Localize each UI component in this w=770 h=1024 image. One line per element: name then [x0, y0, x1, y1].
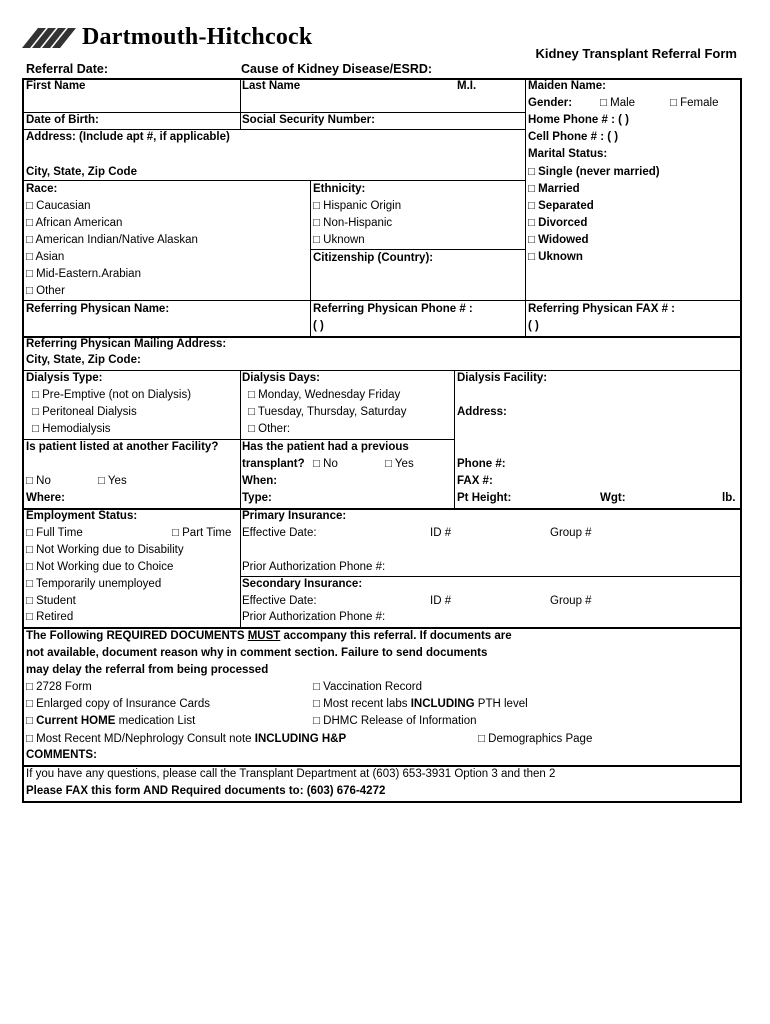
ethnicity-hispanic-checkbox[interactable]: □ Hispanic Origin [313, 200, 402, 212]
gender-female-checkbox[interactable]: □ Female [670, 97, 719, 109]
patient-height-label[interactable]: Pt Height: [457, 492, 512, 504]
doc-recent-labs-checkbox[interactable]: □ Most recent labs INCLUDING PTH level [313, 698, 528, 710]
city-state-zip-label[interactable]: City, State, Zip Code [26, 166, 137, 178]
divider [240, 576, 740, 577]
divider [525, 78, 526, 336]
listed-yes-checkbox[interactable]: □ Yes [98, 475, 127, 487]
marital-separated-checkbox[interactable]: □ Separated [528, 200, 594, 212]
divider [22, 627, 742, 629]
marital-status-label: Marital Status: [528, 148, 608, 160]
dialysis-days-label: Dialysis Days: [242, 372, 320, 384]
employment-choice-checkbox[interactable]: □ Not Working due to Choice [26, 561, 174, 573]
race-african-american-checkbox[interactable]: □ African American [26, 217, 123, 229]
employment-retired-checkbox[interactable]: □ Retired [26, 611, 74, 623]
patient-weight-label[interactable]: Wgt: [600, 492, 626, 504]
dob-label[interactable]: Date of Birth: [26, 114, 99, 126]
divider [240, 370, 241, 627]
marital-divorced-checkbox[interactable]: □ Divorced [528, 217, 588, 229]
employment-parttime-checkbox[interactable]: □ Part Time [172, 527, 232, 539]
employment-status-label: Employment Status: [26, 510, 138, 522]
dialysis-type-label: Dialysis Type: [26, 372, 103, 384]
doc-dhmc-release-checkbox[interactable]: □ DHMC Release of Information [313, 715, 477, 727]
physician-fax-field[interactable]: ( ) [528, 320, 539, 332]
ethnicity-unknown-checkbox[interactable]: □ Uknown [313, 234, 365, 246]
marital-unknown-checkbox[interactable]: □ Uknown [528, 251, 583, 263]
listed-where-label[interactable]: Where: [26, 492, 65, 504]
primary-prior-auth-label[interactable]: Prior Authorization Phone #: [242, 561, 386, 573]
divider [454, 370, 455, 508]
dialysis-address-label[interactable]: Address: [457, 406, 507, 418]
transplant-when-label[interactable]: When: [242, 475, 278, 487]
doc-medication-list-checkbox[interactable]: □ Current HOME medication List [26, 715, 196, 727]
secondary-effective-date-label[interactable]: Effective Date: [242, 595, 317, 607]
gender-label: Gender: [528, 97, 573, 109]
divider [310, 180, 311, 336]
marital-married-checkbox[interactable]: □ Married [528, 183, 580, 195]
race-caucasian-checkbox[interactable]: □ Caucasian [26, 200, 91, 212]
physician-mailing-label[interactable]: Referring Physican Mailing Address: [26, 338, 227, 350]
secondary-insurance-label[interactable]: Secondary Insurance: [242, 578, 363, 590]
doc-insurance-cards-checkbox[interactable]: □ Enlarged copy of Insurance Cards [26, 698, 211, 710]
physician-city-label[interactable]: City, State, Zip Code: [26, 354, 141, 366]
dialysis-peritoneal-checkbox[interactable]: □ Peritoneal Dialysis [32, 406, 137, 418]
divider [240, 78, 241, 129]
questions-contact-text: If you have any questions, please call the Transplant Department at (603) 653-3931 Option 3 and then 2 [26, 768, 556, 780]
doc-demographics-checkbox[interactable]: □ Demographics Page [478, 733, 593, 745]
secondary-prior-auth-label[interactable]: Prior Authorization Phone #: [242, 611, 386, 623]
fax-instructions-text: Please FAX this form AND Required documents to: (603) 676-4272 [26, 785, 386, 797]
weight-unit-label: lb. [722, 492, 736, 504]
doc-consult-note-checkbox[interactable]: □ Most Recent MD/Nephrology Consult note INCLUDING H&P [26, 733, 347, 745]
physician-name-label[interactable]: Referring Physican Name: [26, 303, 170, 315]
first-name-label[interactable]: First Name [26, 80, 86, 92]
required-docs-intro-line3: may delay the referral from being processed [26, 664, 269, 676]
required-docs-intro-line2: not available, document reason why in comment section. Failure to send documents [26, 647, 488, 659]
secondary-id-label[interactable]: ID # [430, 595, 452, 607]
primary-group-label[interactable]: Group # [550, 527, 592, 539]
ethnicity-non-hispanic-checkbox[interactable]: □ Non-Hispanic [313, 217, 393, 229]
divider [22, 300, 742, 301]
facility-fax-label[interactable]: FAX #: [457, 475, 493, 487]
listed-elsewhere-question: Is patient listed at another Facility? [26, 441, 219, 453]
divider [22, 765, 742, 767]
divider [22, 112, 525, 113]
maiden-name-label[interactable]: Maiden Name: [528, 80, 606, 92]
table-top-border [22, 78, 742, 80]
previous-transplant-yes-checkbox[interactable]: □ Yes [385, 458, 414, 470]
logo-stripes-icon [22, 24, 78, 50]
ssn-label[interactable]: Social Security Number: [242, 114, 375, 126]
marital-single-checkbox[interactable]: □ Single (never married) [528, 166, 660, 178]
dialysis-facility-label[interactable]: Dialysis Facility: [457, 372, 548, 384]
comments-label[interactable]: COMMENTS: [26, 749, 97, 761]
secondary-group-label[interactable]: Group # [550, 595, 592, 607]
form-title: Kidney Transplant Referral Form [535, 46, 737, 61]
address-label[interactable]: Address: (Include apt #, if applicable) [26, 131, 230, 143]
table-left-border [22, 78, 24, 803]
race-american-indian-checkbox[interactable]: □ American Indian/Native Alaskan [26, 234, 198, 246]
divider [22, 180, 525, 181]
ethnicity-label: Ethnicity: [313, 183, 366, 195]
employment-fulltime-checkbox[interactable]: □ Full Time [26, 527, 83, 539]
divider [310, 249, 525, 250]
divider [22, 370, 742, 371]
organization-logo [22, 24, 312, 50]
primary-insurance-label[interactable]: Primary Insurance: [242, 510, 347, 522]
dialysis-tts-checkbox[interactable]: □ Tuesday, Thursday, Saturday [248, 406, 407, 418]
previous-transplant-question: Has the patient had a previous [242, 441, 409, 453]
physician-phone-field[interactable]: ( ) [313, 320, 324, 332]
middle-initial-label[interactable]: M.I. [457, 80, 477, 92]
divider [22, 439, 454, 440]
race-asian-checkbox[interactable]: □ Asian [26, 251, 65, 263]
listed-no-checkbox[interactable]: □ No [26, 475, 51, 487]
home-phone-label[interactable]: Home Phone # : ( ) [528, 114, 629, 126]
employment-disability-checkbox[interactable]: □ Not Working due to Disability [26, 544, 184, 556]
previous-transplant-no-checkbox[interactable]: □ No [313, 458, 338, 470]
divider [22, 129, 525, 130]
doc-vaccination-checkbox[interactable]: □ Vaccination Record [313, 681, 423, 693]
marital-widowed-checkbox[interactable]: □ Widowed [528, 234, 589, 246]
table-bottom-border [22, 801, 742, 803]
transplant-type-label[interactable]: Type: [242, 492, 272, 504]
referral-date-label[interactable]: Referral Date: [26, 62, 108, 76]
organization-name: Dartmouth-Hitchcock [82, 24, 313, 50]
cause-of-disease-label[interactable]: Cause of Kidney Disease/ESRD: [241, 62, 433, 76]
facility-phone-label[interactable]: Phone #: [457, 458, 506, 470]
race-mid-eastern-checkbox[interactable]: □ Mid-Eastern.Arabian [26, 268, 141, 280]
race-other-checkbox[interactable]: □ Other [26, 285, 65, 297]
citizenship-label[interactable]: Citizenship (Country): [313, 252, 434, 264]
doc-2728-checkbox[interactable]: □ 2728 Form [26, 681, 92, 693]
physician-fax-label[interactable]: Referring Physican FAX # : [528, 303, 675, 315]
primary-effective-date-label[interactable]: Effective Date: [242, 527, 317, 539]
cell-phone-label[interactable]: Cell Phone # : ( ) [528, 131, 619, 143]
primary-id-label[interactable]: ID # [430, 527, 452, 539]
dialysis-mwf-checkbox[interactable]: □ Monday, Wednesday Friday [248, 389, 401, 401]
employment-temp-unemployed-checkbox[interactable]: □ Temporarily unemployed [26, 578, 162, 590]
table-right-border [740, 78, 742, 803]
race-label: Race: [26, 183, 58, 195]
dialysis-preemptive-checkbox[interactable]: □ Pre-Emptive (not on Dialysis) [32, 389, 192, 401]
dialysis-hemo-checkbox[interactable]: □ Hemodialysis [32, 423, 111, 435]
gender-male-checkbox[interactable]: □ Male [600, 97, 636, 109]
last-name-label[interactable]: Last Name [242, 80, 301, 92]
physician-phone-label[interactable]: Referring Physican Phone # : [313, 303, 473, 315]
previous-transplant-question-cont: transplant? [242, 458, 305, 470]
required-docs-intro-line1: The Following REQUIRED DOCUMENTS MUST accompany this referral. If documents are [26, 630, 512, 642]
employment-student-checkbox[interactable]: □ Student [26, 595, 76, 607]
dialysis-other-checkbox[interactable]: □ Other: [248, 423, 291, 435]
